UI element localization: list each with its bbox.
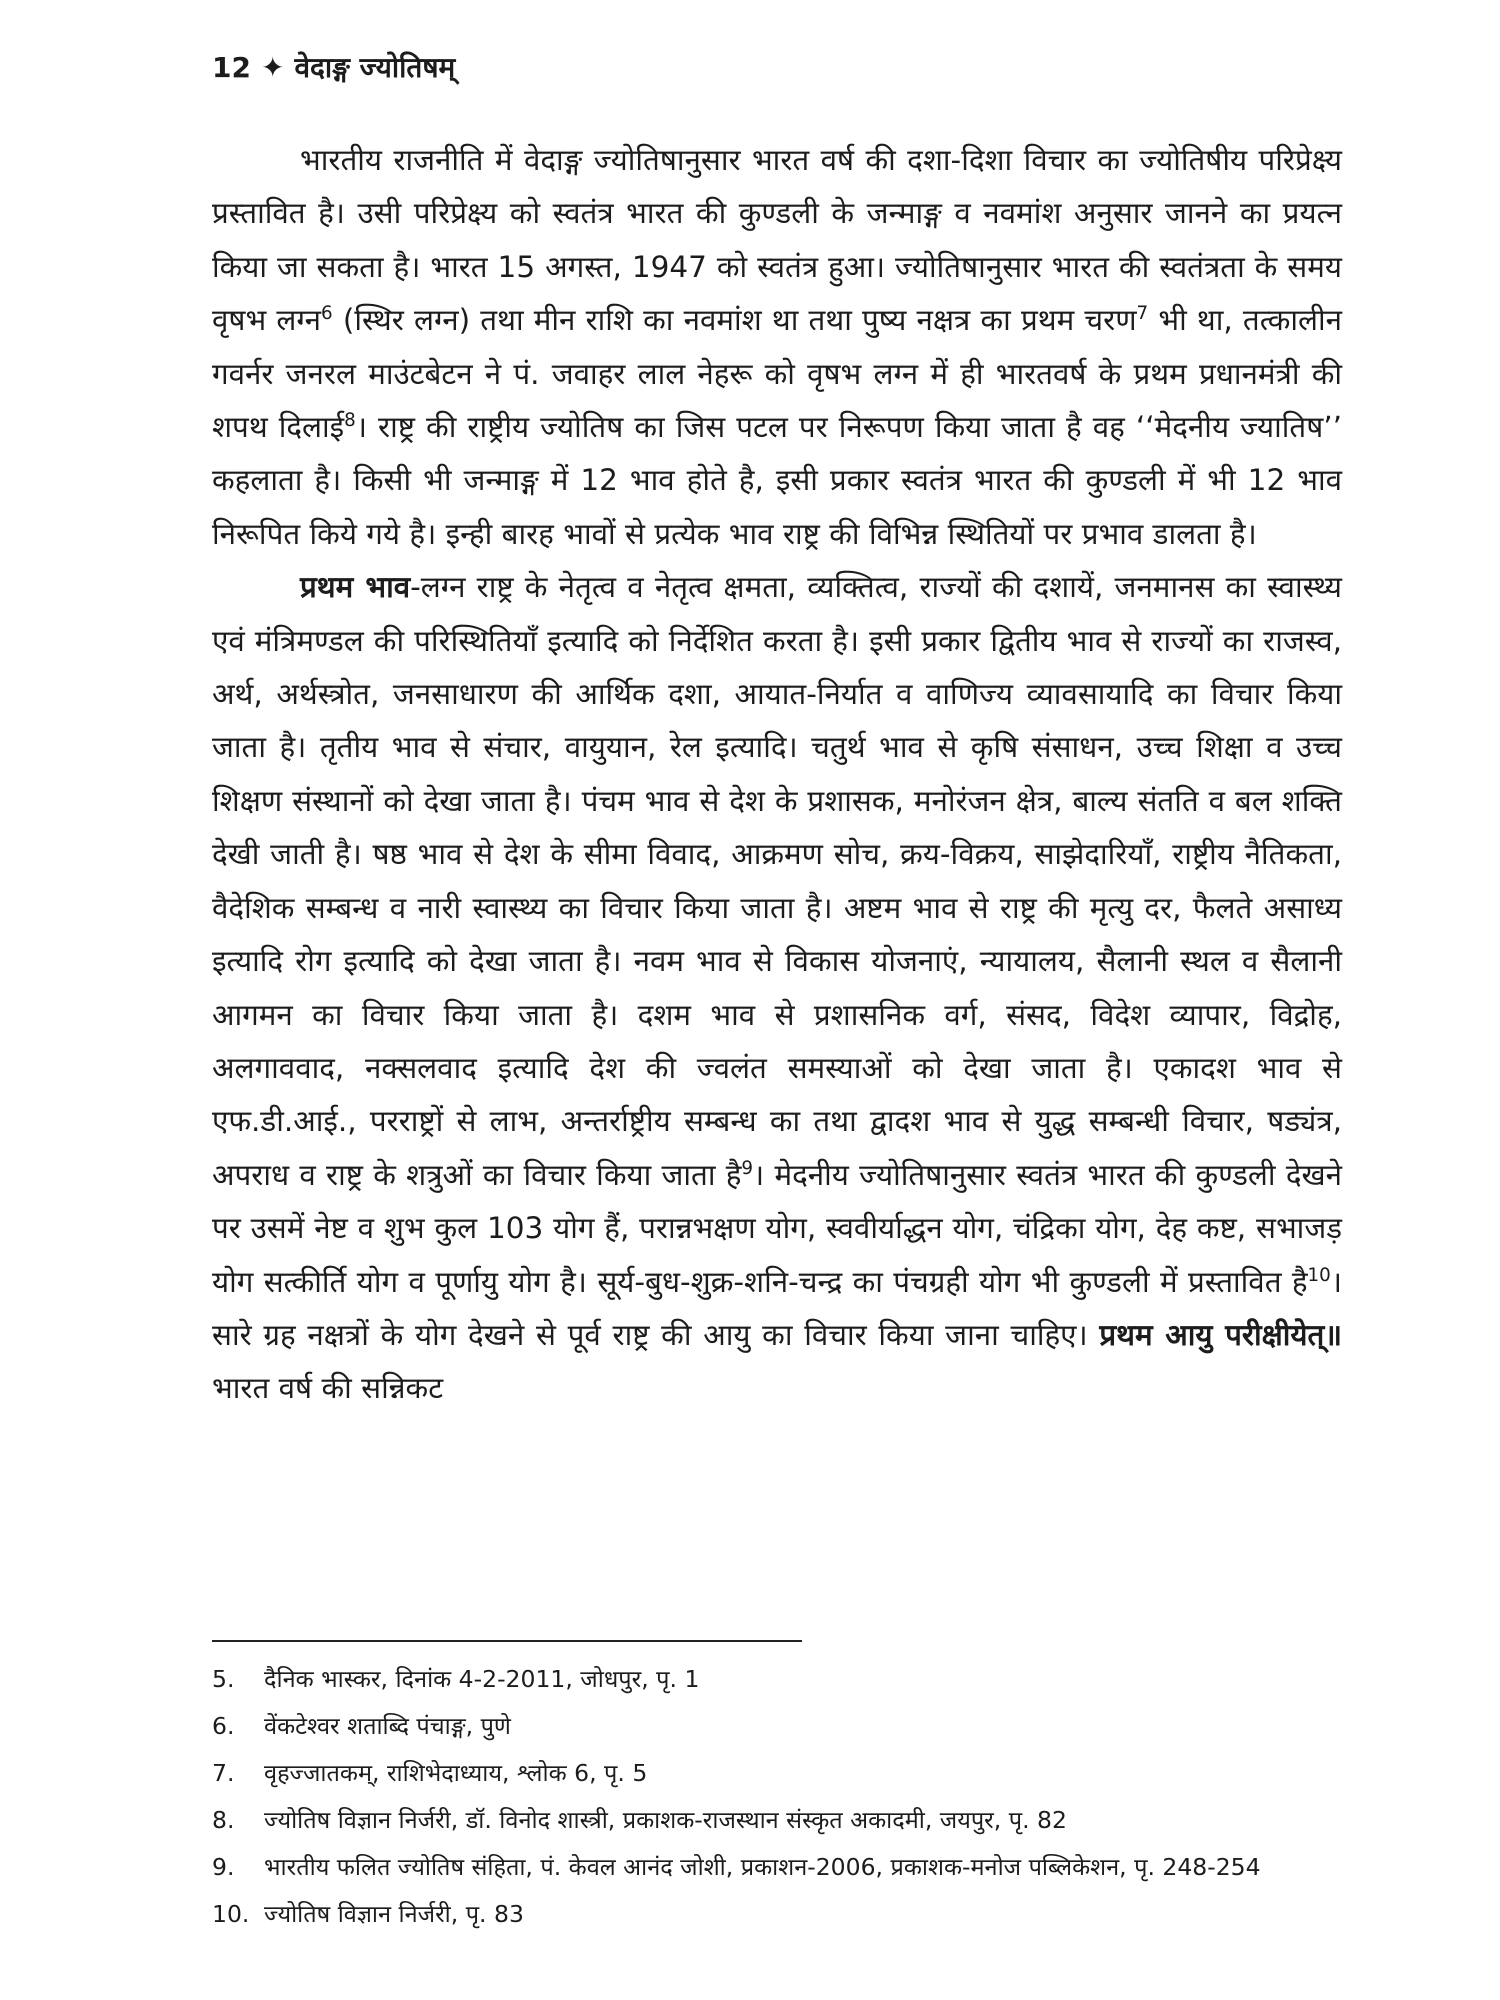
book-title: वेदाङ्ग ज्योतिषम् (294, 51, 456, 84)
footnote-9: 9. भारतीय फलित ज्योतिष संहिता, पं. केवल आनंद जोशी, प्रकाशन-2006, प्रकाशक-मनोज पब्लिकेशन, पृ. 248-254 (212, 1853, 1261, 1881)
footnote-8: 8. ज्योतिष विज्ञान निर्जरी, डॉ. विनोद शास्त्री, प्रकाशक-राजस्थान संस्कृत अकादमी, जयपुर, पृ. 82 (212, 1806, 1067, 1834)
bold-term-pratham-bhav: प्रथम भाव (300, 570, 411, 605)
page-number: 12 (212, 51, 251, 84)
footnote-7: 7. वृहज्जातकम्, राशिभेदाध्याय, श्लोक 6, पृ. 5 (212, 1759, 648, 1787)
footnote-ref-9: 9 (741, 1157, 754, 1179)
paragraph-1: भारतीय राजनीति में वेदाङ्ग ज्योतिषानुसार भारत वर्ष की दशा-दिशा विचार का ज्योतिषीय परिप्रेक्ष्य प्रस्तावित है। उसी परिप्रेक्ष्य को स्वतंत्र भारत की कुण्डली के जन्माङ्ग व नवमांश अनुसार जानने का प्रयत्न किया जा सकता है। भारत 15 अगस्त, 1947 को स्वतंत्र हुआ। ज्योतिषानुसार भारत की स्वतंत्रता के समय वृषभ लग्न$^6$ (स्थिर लग्न) तथा मीन राशि का नवमांश था तथा पुष्य नक्षत्र का प्रथम चरण$^7$ भी था, तत्कालीन गवर्नर जनरल माउंटबेटन ने पं. जवाहर लाल नेहरू को वृषभ लग्न में ही भारतवर्ष के प्रथम प्रधानमंत्री की शपथ दिलाई$^8$। राष्ट्र की राष्ट्रीय ज्योतिष का जिस पटल पर निरूपण किया जाता है वह ‘‘मेदनीय ज्यातिष’’ कहलाता है। किसी भी जन्माङ्ग में 12 भाव होते है, इसी प्रकार स्वतंत्र भारत की कुण्डली में भी 12 भाव निरूपित किये गये है। इन्ही बारह भावों से प्रत्येक भाव राष्ट्र की विभिन्न स्थितियों पर प्रभाव डालता है। (212, 143, 1343, 551)
footnote-ref-8: 8 (344, 410, 356, 432)
footnote-ref-10: 10 (1307, 1264, 1331, 1286)
running-header (212, 48, 455, 88)
footnotes (212, 1658, 1342, 1936)
footnote-6: 6. वेंकटेश्वर शताब्दि पंचाङ्ग, पुणे (212, 1712, 511, 1740)
paragraph-2: प्रथम भाव-लग्न राष्ट्र के नेतृत्व व नेतृत्व क्षमता, व्यक्तित्व, राज्यों की दशायें, जनमानस का स्वास्थ्य एवं मंत्रिमण्डल की परिस्थितियाँ इत्यादि को निर्देशित करता है। इसी प्रकार द्वितीय भाव से राज्यों का राजस्व, अर्थ, अर्थस्त्रोत, जनसाधारण की आर्थिक दशा, आयात-निर्यात व वाणिज्य व्यावसायादि का विचार किया जाता है। तृतीय भाव से संचार, वायुयान, रेल इत्यादि। चतुर्थ भाव से कृषि संसाधन, उच्च शिक्षा व उच्च शिक्षण संस्थानों को देखा जाता है। पंचम भाव से देश के प्रशासक, मनोरंजन क्षेत्र, बाल्य संतति व बल शक्ति देखी जाती है। षष्ठ भाव से देश के सीमा विवाद, आक्रमण सोच, क्रय-विक्रय, साझेदारियाँ, राष्ट्रीय नैतिकता, वैदेशिक सम्बन्ध व नारी स्वास्थ्य का विचार किया जाता है। अष्टम भाव से राष्ट्र की मृत्यु दर, फैलते असाध्य इत्यादि रोग इत्यादि को देखा जाता है। नवम भाव से विकास योजनाएं, न्यायालय, सैलानी स्थल व सैलानी आगमन का विचार किया जाता है। दशम भाव से प्रशासनिक वर्ग, संसद, विदेश व्यापार, विद्रोह, अलगाववाद, नक्सलवाद इत्यादि देश की ज्वलंत समस्याओं को देखा जाता है। एकादश भाव से एफ.डी.आई., परराष्ट्रों से लाभ, अन्तर्राष्ट्रीय सम्बन्ध का तथा द्वादश भाव से युद्ध सम्बन्धी विचार, षड्यंत्र, अपराध व राष्ट्र के शत्रुओं का विचार किया जाता है$^9$। मेदनीय ज्योतिषानुसार स्वतंत्र भारत की कुण्डली देखने पर उसमें नेष्ट व शुभ कुल 103 योग हैं, परान्नभक्षण योग, स्ववीर्याद्धन योग, चंद्रिका योग, देह कष्ट, सभाजड़ योग सत्कीर्ति योग व पूर्णायु योग है। सूर्य-बुध-शुक्र-शनि-चन्द्र का पंचग्रही योग भी कुण्डली में प्रस्तावित है$^{10}$। सारे ग्रह नक्षत्रों के योग देखने से पूर्व राष्ट्र की आयु का विचार किया जाना चाहिए। प्रथम आयु परीक्षीयेत्॥ भारत वर्ष की सन्निकट (212, 570, 1342, 1406)
footnote-ref-6: 6 (321, 303, 333, 325)
star-ornament-icon: ✦ (260, 51, 285, 84)
footnote-ref-7: 7 (1136, 303, 1149, 325)
main-text (212, 134, 1342, 1416)
footnote-divider (212, 1640, 802, 1642)
footnote-10: 10. ज्योतिष विज्ञान निर्जरी, पृ. 83 (212, 1900, 524, 1928)
bold-quote-ayu: प्रथम आयु परीक्षीयेत्॥ (1099, 1317, 1342, 1352)
footnote-5: 5. दैनिक भास्कर, दिनांक 4-2-2011, जोधपुर, पृ. 1 (212, 1665, 700, 1693)
